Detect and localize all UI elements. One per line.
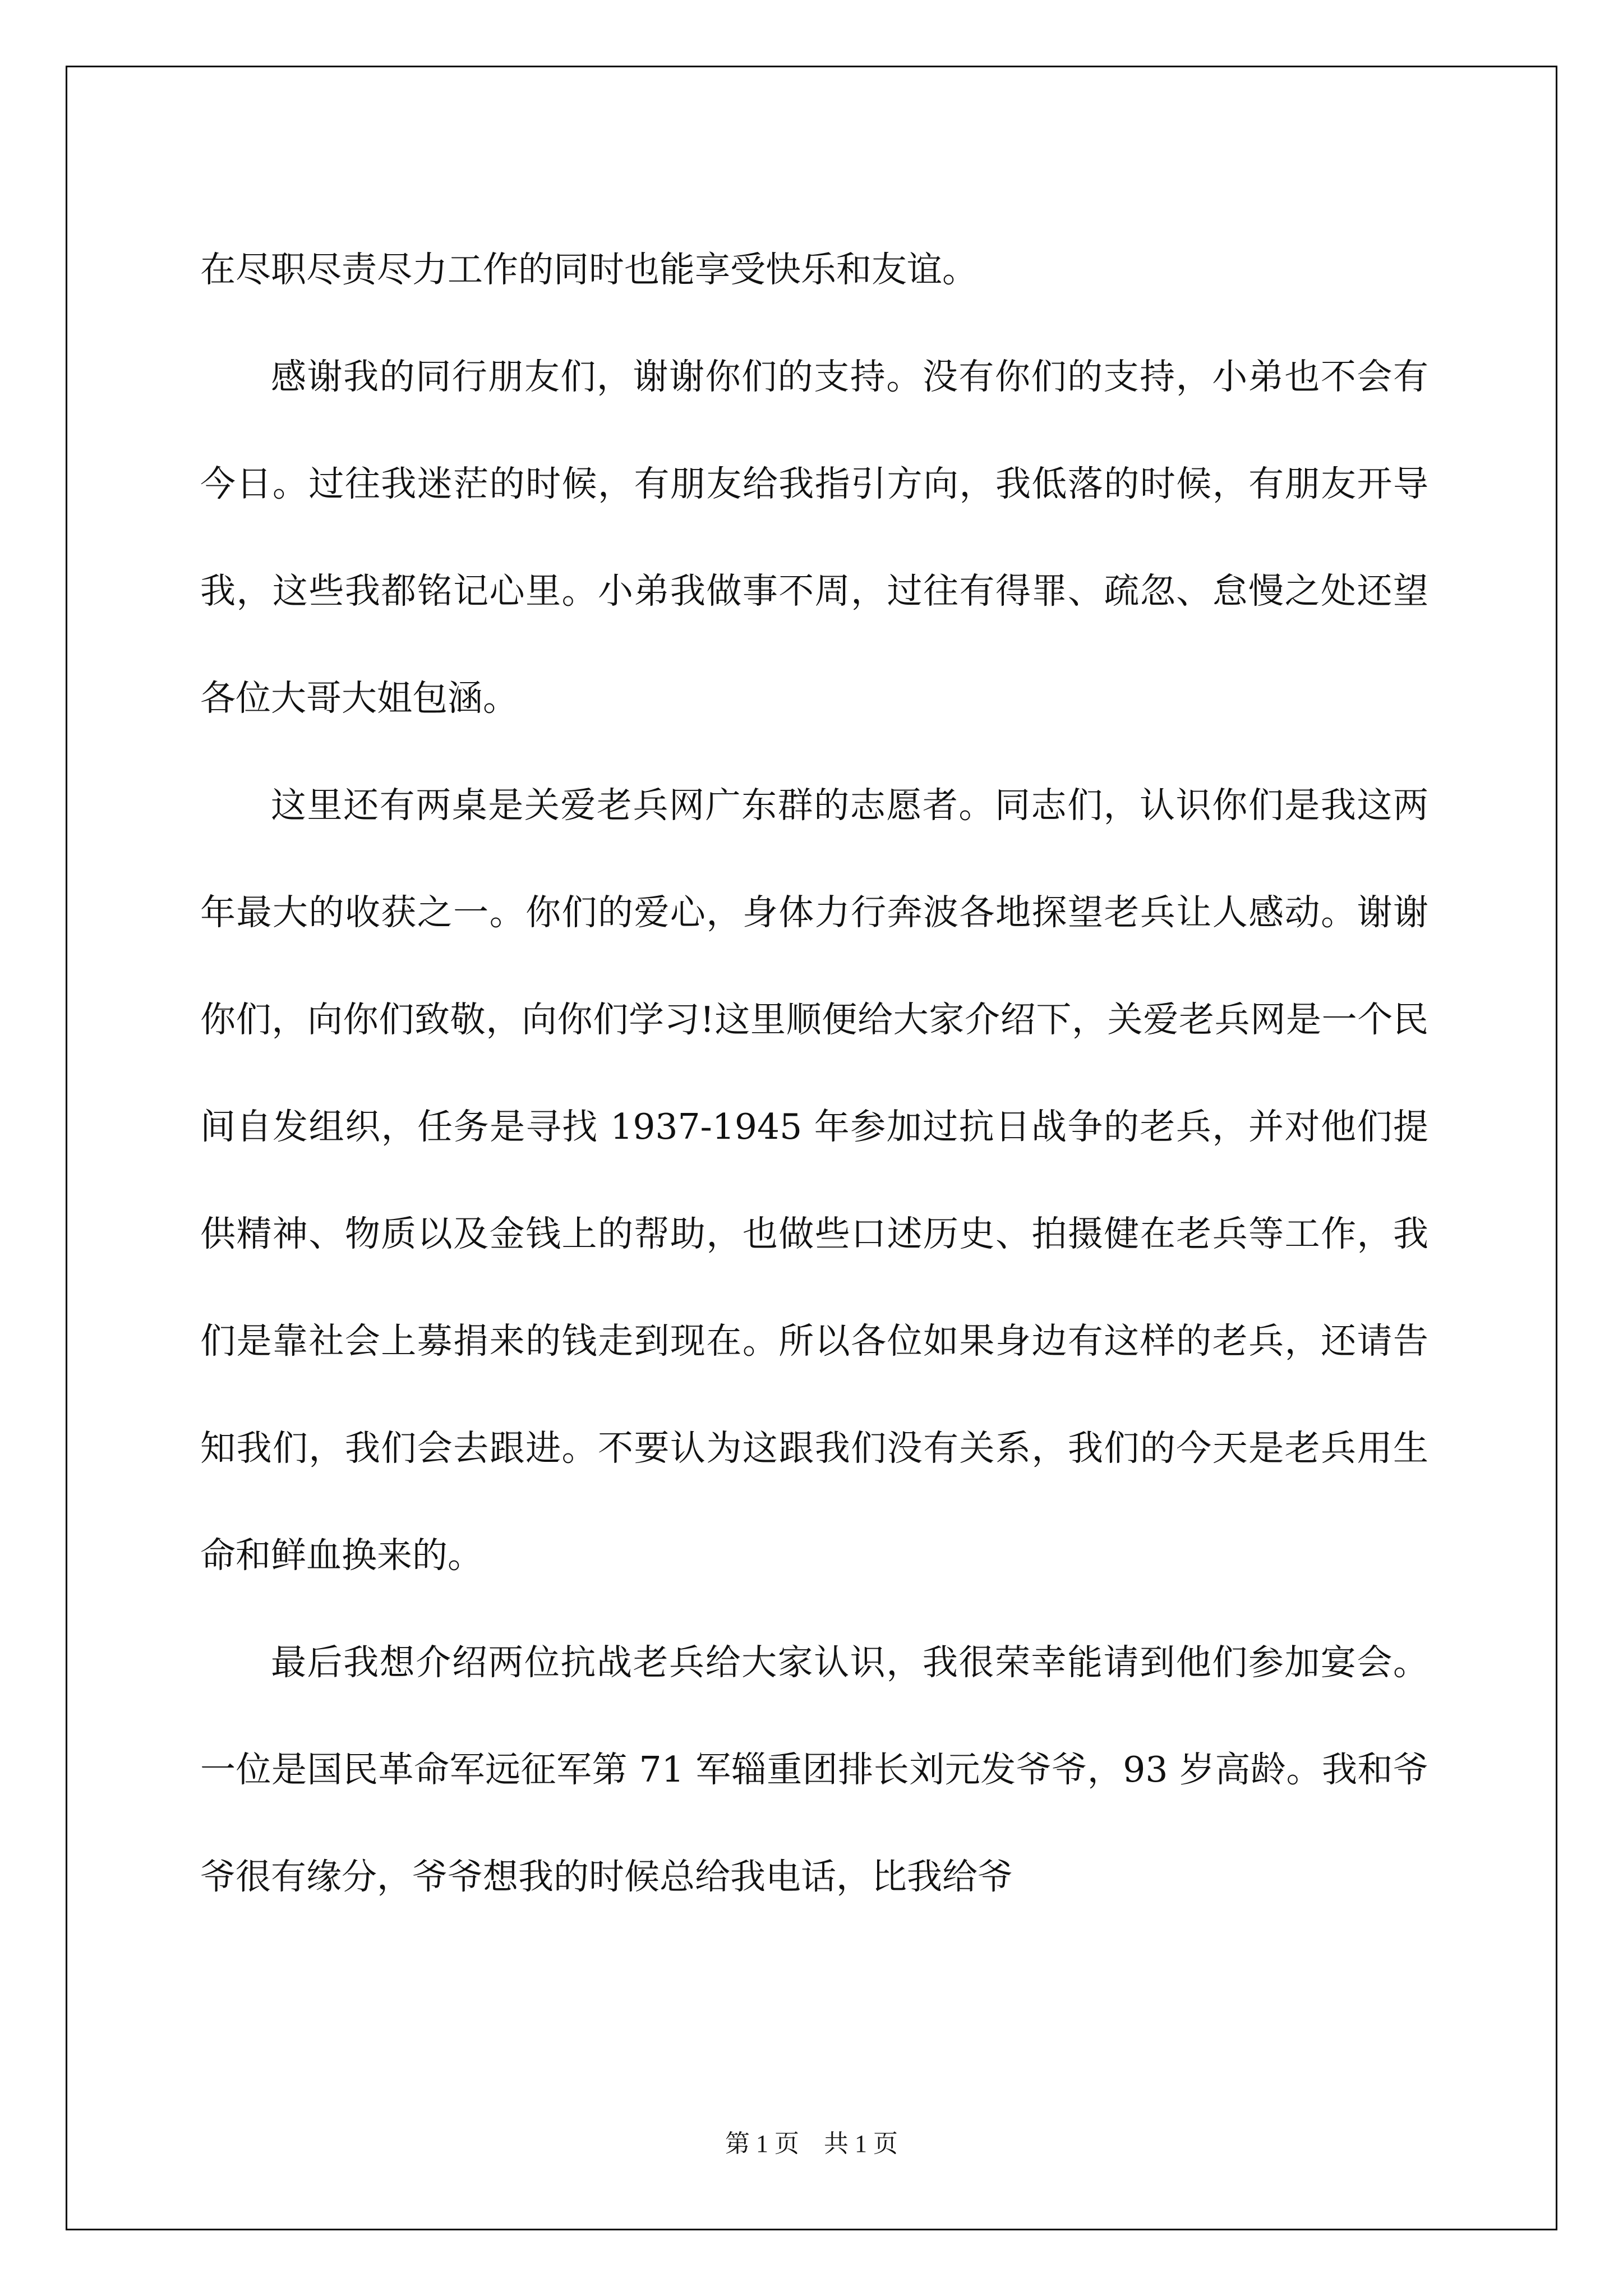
paragraph-thanks-colleagues: 感谢我的同行朋友们，谢谢你们的支持。没有你们的支持，小弟也不会有今日。过往我迷茫的时候，有朋友给我指引方向，我低落的时候，有朋友开导我，这些我都铭记心里。小弟我做事不周，过往有得罪、疏忽、怠慢之处还望各位大哥大姐包涵。 (200, 356, 1428, 719)
document-body (200, 216, 1428, 1930)
paragraph-veterans-intro: 最后我想介绍两位抗战老兵给大家认识，我很荣幸能请到他们参加宴会。一位是国民革命军远征军第 71 军辎重团排长刘元发爷爷，93 岁高龄。我和爷爷很有缘分，爷爷想我的时候总给我电话，比我给爷 (200, 1642, 1428, 1897)
page-number-footer: 第 1 页 共 1 页 (725, 2130, 898, 2157)
paragraph-continuation: 在尽职尽责尽力工作的同时也能享受快乐和友谊。 (200, 249, 978, 290)
paragraph-volunteers: 这里还有两桌是关爱老兵网广东群的志愿者。同志们，认识你们是我这两年最大的收获之一。你们的爱心，身体力行奔波各地探望老兵让人感动。谢谢你们，向你们致敬，向你们学习!这里顺便给大家介绍下，关爱老兵网是一个民间自发组织，任务是寻找 1937-1945 年参加过抗日战争的老兵，并对他们提供精神、物质以及金钱上的帮助，也做些口述历史、拍摄健在老兵等工作，我们是靠社会上募捐来的钱走到现在。所以各位如果身边有这样的老兵，还请告知我们，我们会去跟进。不要认为这跟我们没有关系，我们的今天是老兵用生命和鲜血换来的。 (200, 785, 1428, 1576)
